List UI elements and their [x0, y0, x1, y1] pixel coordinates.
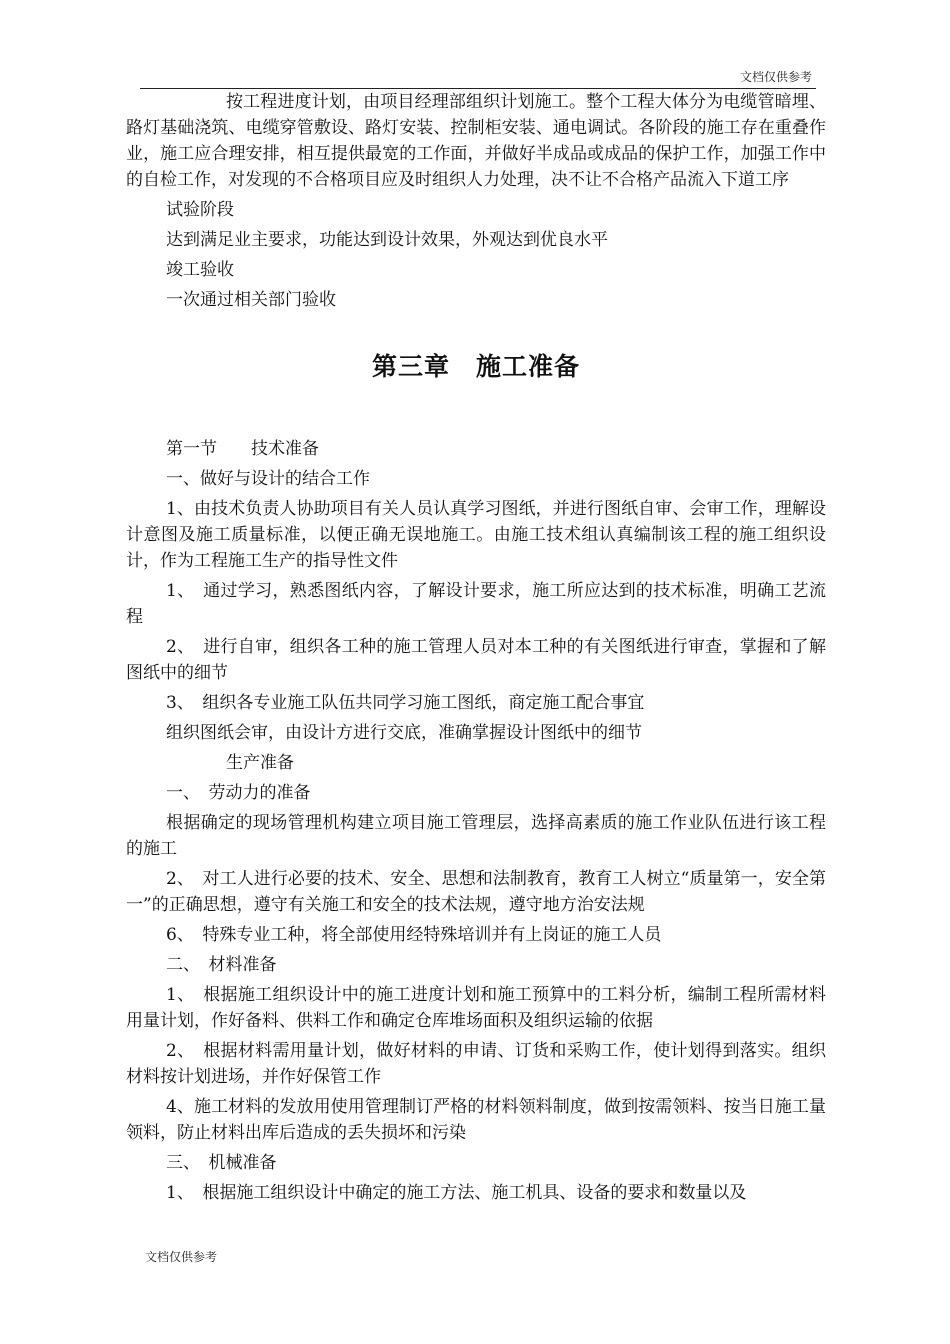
paragraph-acceptance: 一次通过相关部门验收: [166, 290, 336, 310]
paragraph-schedule: 按工程进度计划，由项目经理部组织计划施工。整个工程大体分为电缆管暗埋、路灯基础浇筑、电缆穿管敷设、路灯安装、控制柜安装、通电调试。各阶段的施工存在重叠作业，施工应合理安排，相互提供最宽的工作面，并做好半成品或成品的保护工作，加强工作中的自检工作，对发现的不合格项目应及时组织人力处理，决不让不合格产品流入下道工序: [126, 92, 826, 190]
paragraph-test-stage: 达到满足业主要求，功能达到设计效果，外观达到优良水平: [166, 230, 608, 250]
section-title: 第一节 技术准备: [166, 439, 319, 459]
paragraph-item: 3、 组织各专业施工队伍共同学习施工图纸，商定施工配合事宜: [166, 693, 645, 713]
subsection-labor: 一、 劳动力的准备: [166, 783, 311, 803]
paragraph-test-stage-title: 试验阶段: [166, 200, 234, 220]
paragraph-item: 1、 根据施工组织设计中确定的施工方法、施工机具、设备的要求和数量以及: [166, 1183, 747, 1203]
document-body: [126, 89, 826, 1210]
subsection-materials: 二、 材料准备: [166, 955, 277, 975]
paragraph-item: 1、 通过学习，熟悉图纸内容，了解设计要求，施工所应达到的技术标准，明确工艺流程: [126, 581, 826, 627]
page-header: 文档仅供参考: [739, 70, 812, 84]
subsection-machinery: 三、 机械准备: [166, 1153, 277, 1173]
paragraph-item: 根据确定的现场管理机构建立项目施工管理层，选择高素质的施工作业队伍进行该工程的施工: [126, 813, 826, 859]
chapter-title: 第三章 施工准备: [371, 352, 580, 381]
paragraph-item: 6、 特殊专业工种，将全部使用经特殊培训并有上岗证的施工人员: [166, 925, 662, 945]
paragraph-item: 组织图纸会审，由设计方进行交底，准确掌握设计图纸中的细节: [166, 723, 642, 743]
paragraph-acceptance-title: 竣工验收: [166, 260, 234, 280]
paragraph-item: 2、 对工人进行必要的技术、安全、思想和法制教育，教育工人树立“质量第一，安全第一”的正确思想，遵守有关施工和安全的技术法规，遵守地方治安法规: [126, 869, 826, 915]
paragraph-item: 1、由技术负责人协助项目有关人员认真学习图纸，并进行图纸自审、会审工作，理解设计意图及施工质量标准，以便正确无误地施工。由施工技术组认真编制该工程的施工组织设计，作为工程施工生产的指导性文件: [126, 499, 826, 571]
subsection-production: 生产准备: [226, 753, 294, 773]
paragraph-item: 4、施工材料的发放用使用管理制订严格的材料领料制度，做到按需领料、按当日施工量领料，防止材料出库后造成的丢失损坏和污染: [126, 1097, 826, 1143]
paragraph-item: 2、 进行自审，组织各工种的施工管理人员对本工种的有关图纸进行审查，掌握和了解图纸中的细节: [126, 637, 826, 683]
subsection-design: 一、做好与设计的结合工作: [166, 469, 370, 489]
paragraph-item: 2、 根据材料需用量计划，做好材料的申请、订货和采购工作，使计划得到落实。组织材料按计划进场，并作好保管工作: [126, 1041, 826, 1087]
page-footer: 文档仅供参考: [145, 1250, 218, 1264]
paragraph-item: 1、 根据施工组织设计中的施工进度计划和施工预算中的工料分析，编制工程所需材料用量计划，作好备料、供料工作和确定仓库堆场面积及组织运输的依据: [126, 985, 826, 1031]
